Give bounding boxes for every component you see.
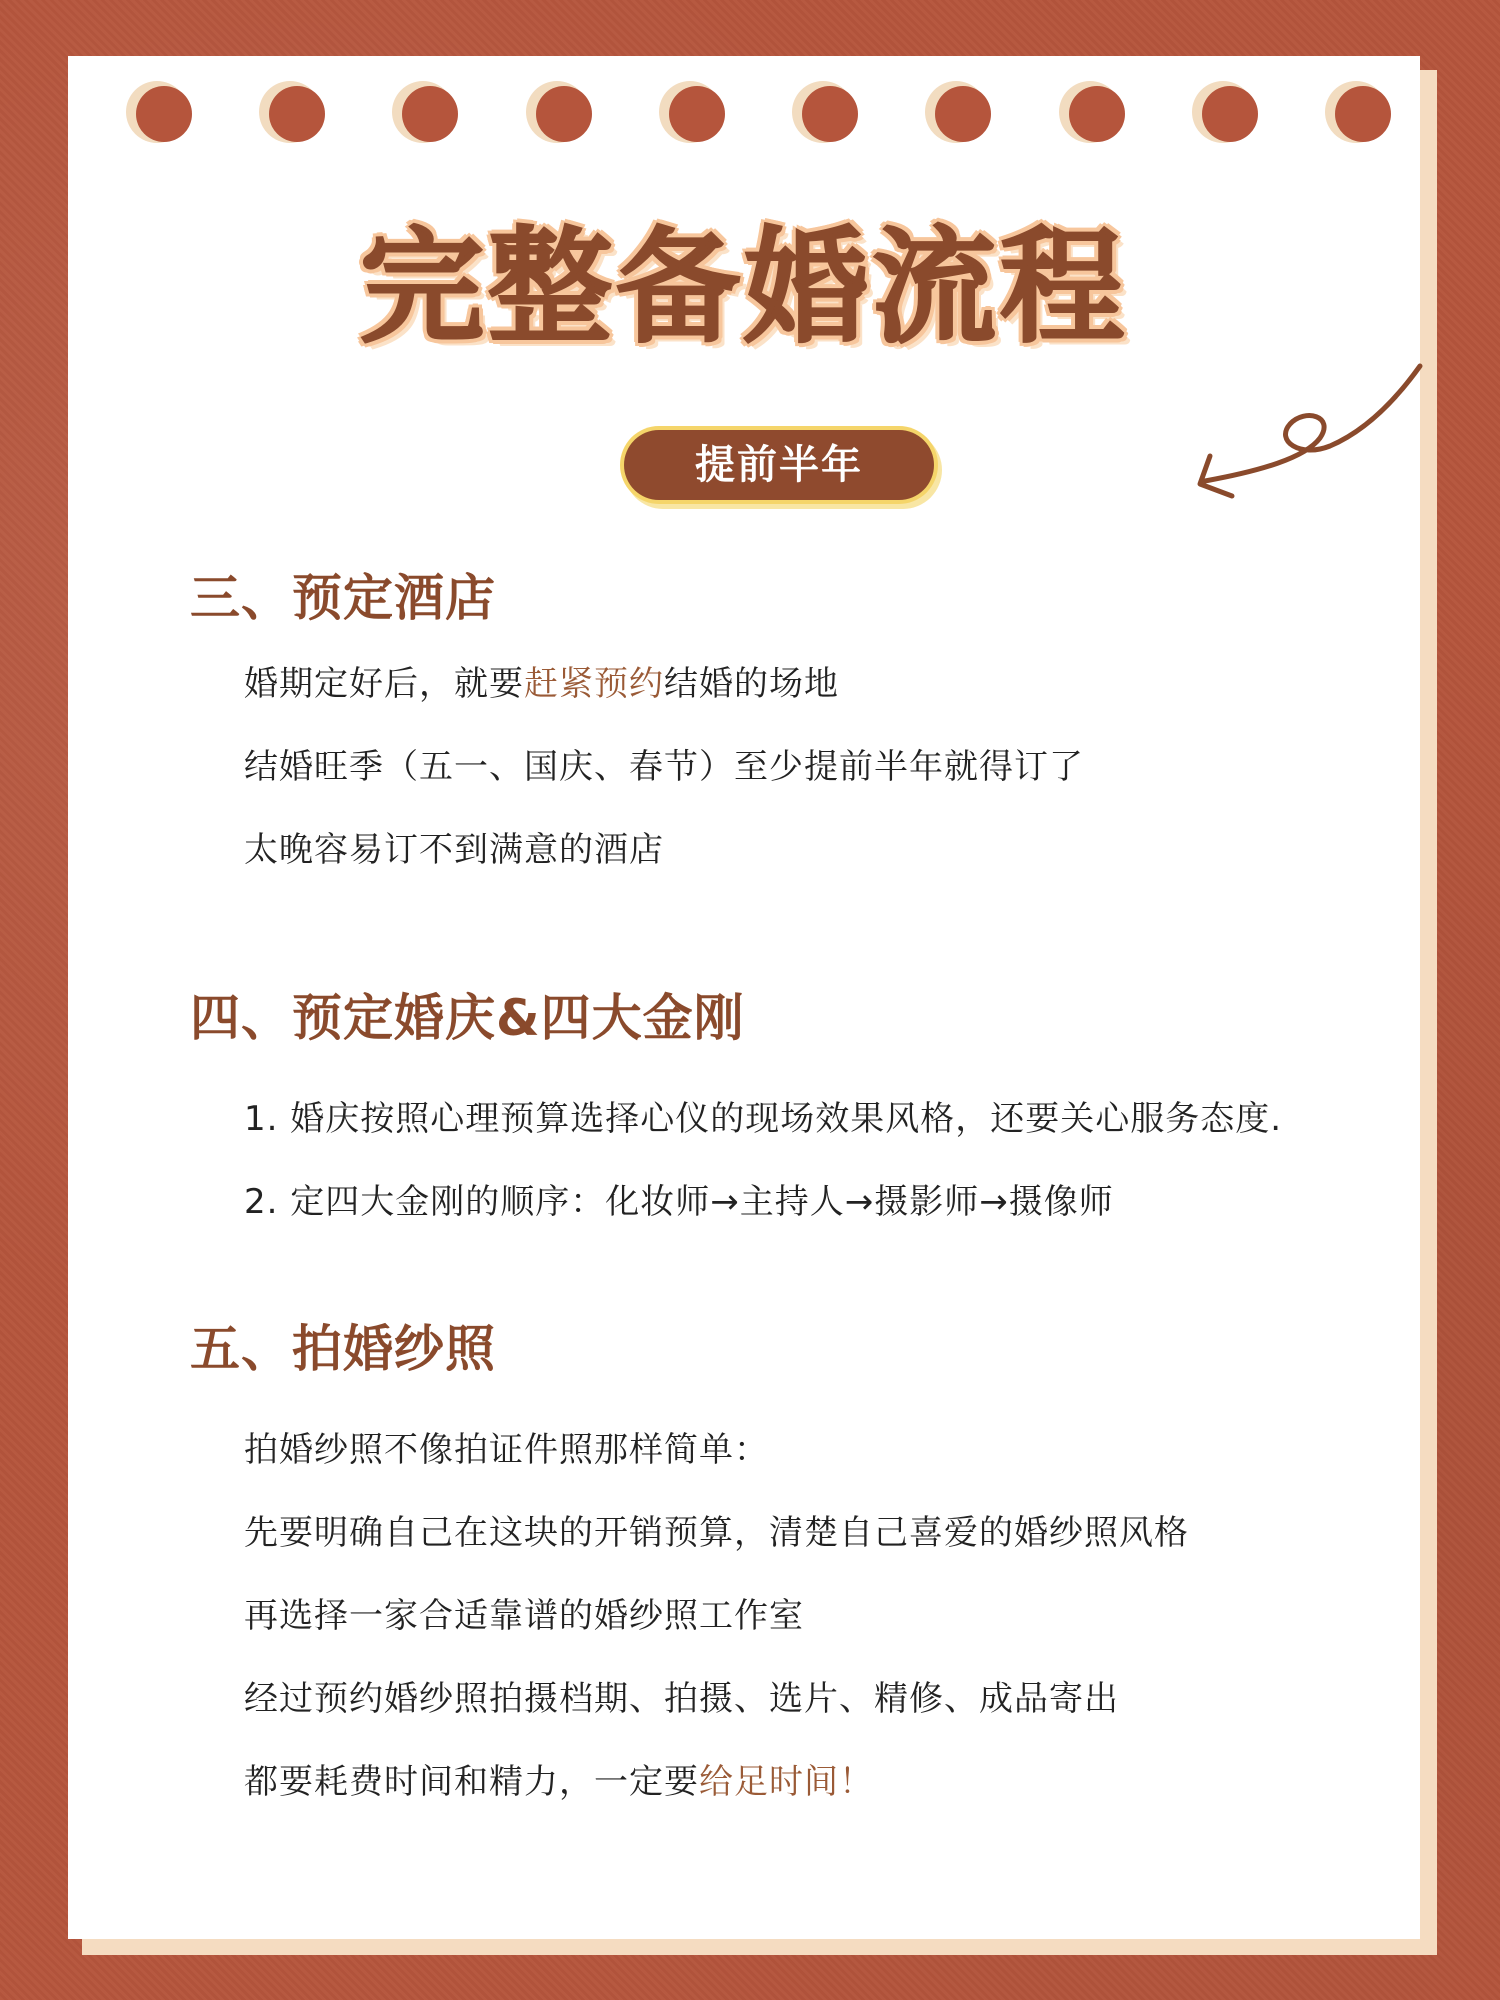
highlight-text: 赶紧预约 bbox=[524, 664, 664, 704]
binder-hole-icon bbox=[259, 81, 321, 143]
time-badge: 提前半年 bbox=[624, 430, 934, 500]
text-line: 经过预约婚纱照拍摄档期、拍摄、选片、精修、成品寄出 bbox=[244, 1679, 1119, 1719]
text-line: 再选择一家合适靠谱的婚纱照工作室 bbox=[244, 1596, 804, 1636]
hand-drawn-arrow-icon bbox=[1180, 346, 1430, 536]
binder-hole-icon bbox=[526, 81, 588, 143]
text-line: 先要明确自己在这块的开销预算，清楚自己喜爱的婚纱照风格 bbox=[244, 1513, 1189, 1553]
binder-hole-icon bbox=[659, 81, 721, 143]
binder-hole-icon bbox=[925, 81, 987, 143]
binder-hole-icon bbox=[1059, 81, 1121, 143]
notepaper bbox=[68, 56, 1420, 1939]
text-segment: 结婚的场地 bbox=[664, 664, 839, 704]
binder-hole-icon bbox=[126, 81, 188, 143]
section-heading-wedding-photos: 五、拍婚纱照 bbox=[190, 1320, 496, 1378]
text-line: 结婚旺季（五一、国庆、春节）至少提前半年就得订了 bbox=[244, 747, 1084, 787]
text-segment: 都要耗费时间和精力，一定要 bbox=[244, 1762, 699, 1802]
text-line: 2. 定四大金刚的顺序：化妆师→主持人→摄影师→摄像师 bbox=[244, 1182, 1114, 1222]
binder-hole-icon bbox=[792, 81, 854, 143]
text-line: 太晚容易订不到满意的酒店 bbox=[244, 830, 664, 870]
text-line bbox=[244, 656, 839, 705]
binder-hole-icon bbox=[1192, 81, 1254, 143]
binder-hole-icon bbox=[1325, 81, 1387, 143]
text-segment: 婚期定好后，就要 bbox=[244, 664, 524, 704]
text-line bbox=[244, 1754, 874, 1803]
page-title: 完整备婚流程 bbox=[359, 216, 1128, 360]
highlight-text: 给足时间！ bbox=[699, 1762, 874, 1802]
binder-hole-icon bbox=[392, 81, 454, 143]
section-heading-hotel: 三、预定酒店 bbox=[190, 569, 496, 627]
text-line: 拍婚纱照不像拍证件照那样简单： bbox=[244, 1430, 769, 1470]
text-line: 1. 婚庆按照心理预算选择心仪的现场效果风格，还要关心服务态度. bbox=[244, 1099, 1283, 1139]
section-heading-wedding-planning: 四、预定婚庆&四大金刚 bbox=[190, 989, 745, 1047]
